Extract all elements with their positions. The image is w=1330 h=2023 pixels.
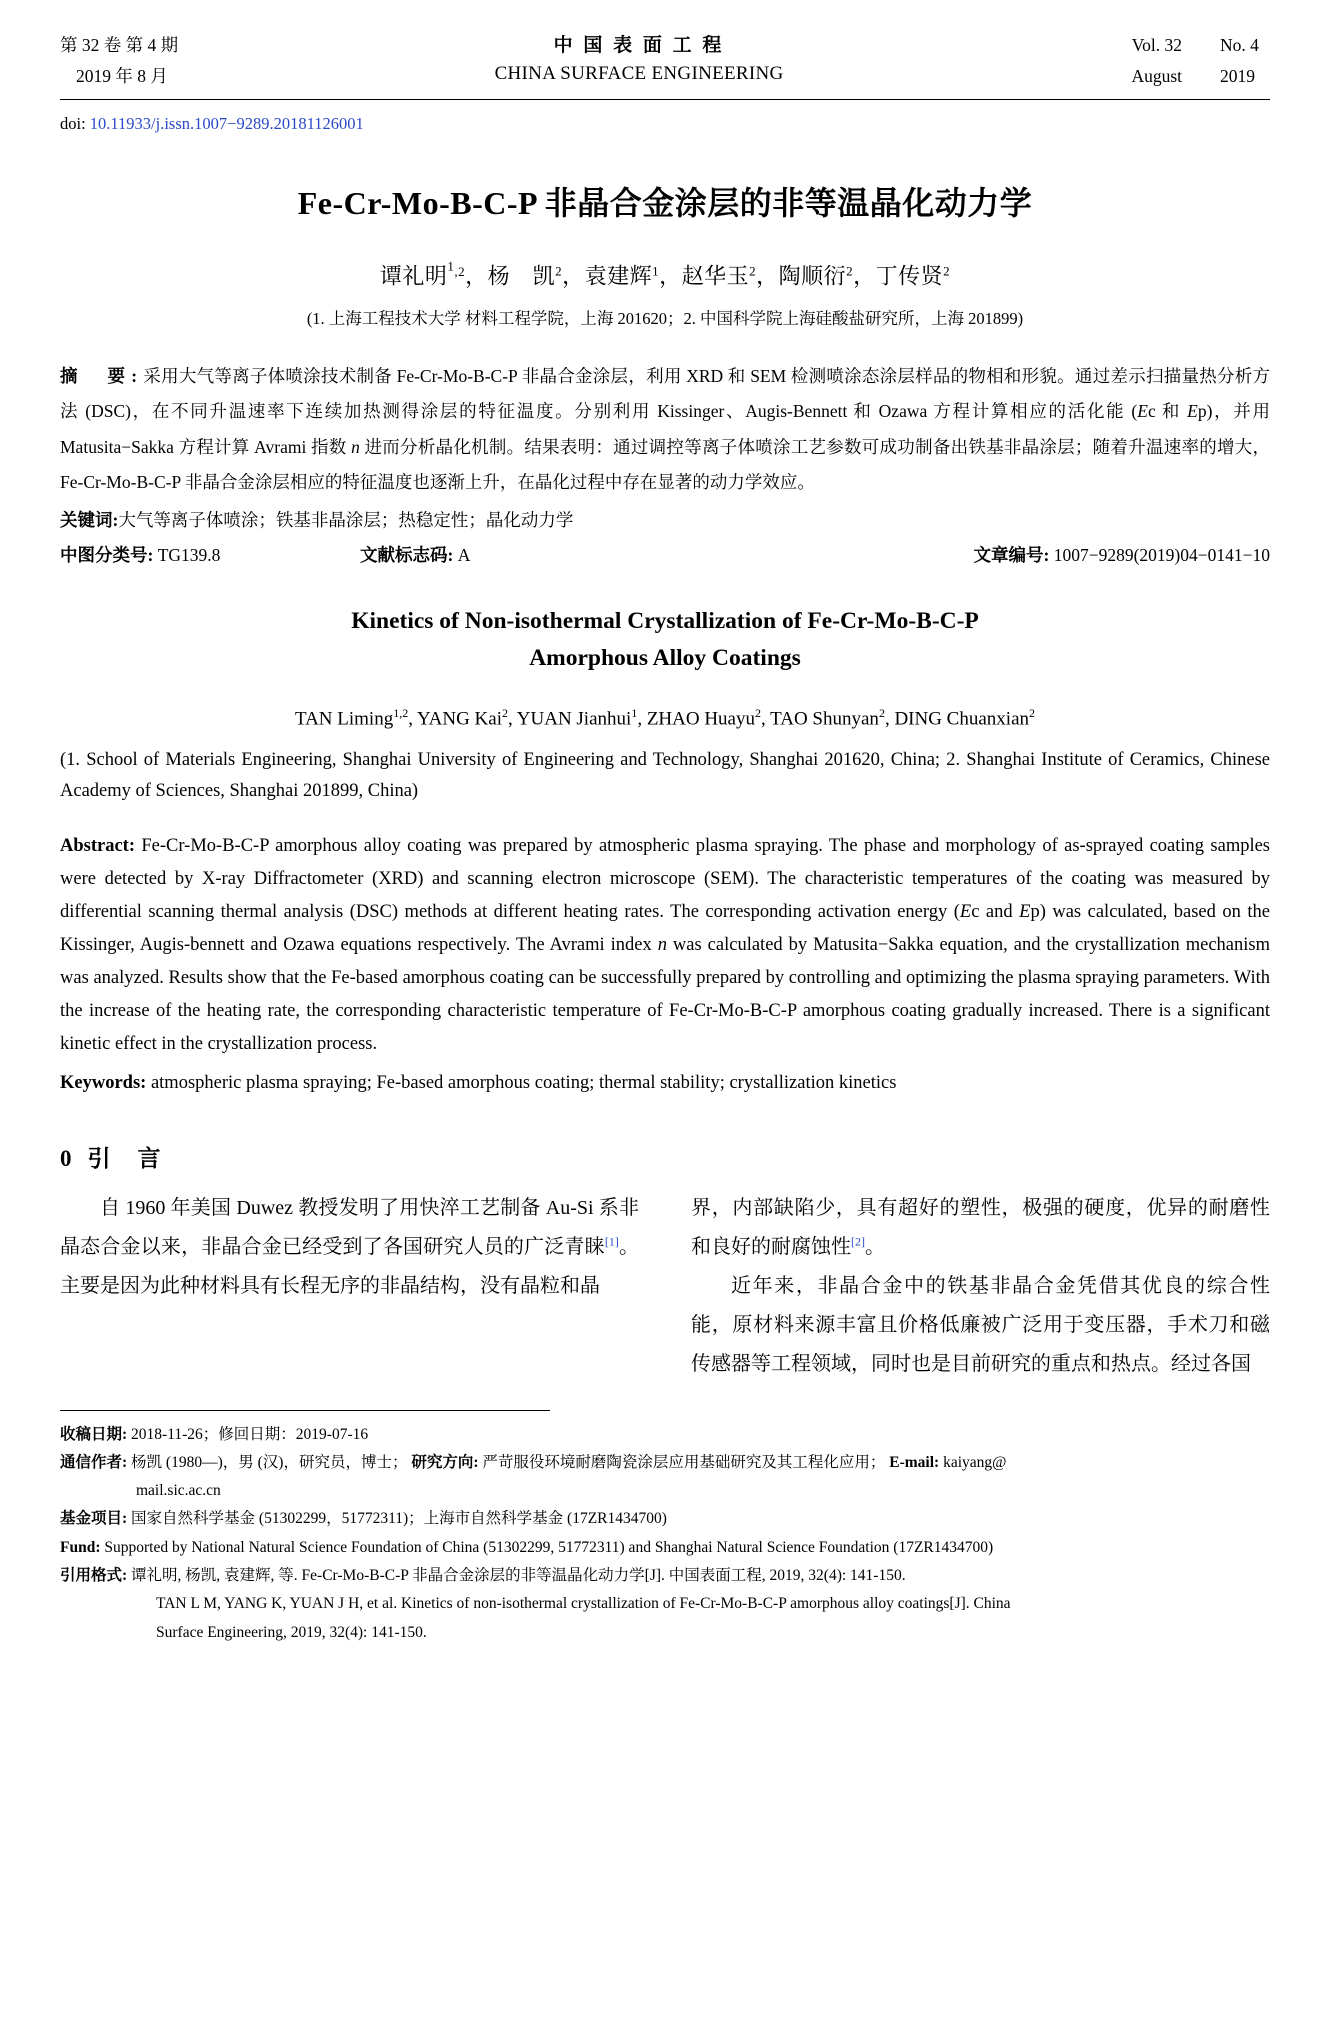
keywords-cn-label: 关键词: xyxy=(60,509,119,530)
received-date-row xyxy=(60,1421,1270,1448)
citation-label: 引用格式: xyxy=(60,1566,128,1584)
article-id-label: 文章编号: xyxy=(973,545,1050,566)
citation-en-row xyxy=(60,1590,1270,1617)
body-column-right xyxy=(691,1189,1270,1384)
running-head-left xyxy=(60,30,178,91)
abstract-en-label: Abstract: xyxy=(60,836,136,857)
fund-cn-row xyxy=(60,1505,1270,1532)
authors-en: TAN Liming$^{1,2}$, YANG Kai$^2$, YUAN Jianhui$^1$, ZHAO Huayu$^2$, TAO Shunyan$^2$, DING Chuanxian$^2$ xyxy=(294,706,1035,730)
corresponding-author-row xyxy=(60,1449,1270,1476)
citation-en-line1: TAN L M, YANG K, YUAN J H, et al. Kinetics of non-isothermal crystallization of Fe-Cr-Mo-B-C-P amorphous alloy coatings[J]. China xyxy=(156,1595,1011,1613)
affiliations-cn: (1. 上海工程技术大学 材料工程学院，上海 201620；2. 中国科学院上海硅酸盐研究所，上海 201899) xyxy=(306,308,1024,328)
paragraph: 界，内部缺陷少，具有超好的塑性，极强的硬度，优异的耐磨性和良好的耐腐蚀性[2]。 xyxy=(691,1196,1270,1258)
date-cn: 2019 年 8 月 xyxy=(76,65,168,86)
volume-issue-cn: 第 32 卷 第 4 期 xyxy=(60,35,179,55)
article-id-field xyxy=(690,542,1270,567)
citation-cn: 谭礼明, 杨凯, 袁建辉, 等. Fe-Cr-Mo-B-C-P 非晶合金涂层的非等温晶化动力学[J]. 中国表面工程, 2019, 32(4): 141-150. xyxy=(131,1566,906,1584)
authors-cn: 谭礼明$^{^1,2}$，杨 凯$^2$，袁建辉$^1$，赵华玉$^2$，陶顺衍$^2$，丁传贤$^2$ xyxy=(379,258,951,289)
abstract-en xyxy=(60,830,1270,1060)
fund-cn-label: 基金项目: xyxy=(60,1510,128,1528)
clc-value: TG139.8 xyxy=(157,545,221,566)
abstract-cn-label: 摘 要: xyxy=(60,365,144,386)
research-field-value: 严苛服役环境耐磨陶瓷涂层应用基础研究及其工程化应用； xyxy=(482,1453,886,1471)
running-head xyxy=(60,30,1270,91)
section-title: 引 言 xyxy=(87,1145,163,1171)
journal-name-cn: 中 国 表 面 工 程 xyxy=(553,35,725,56)
abstract-en-text: Fe-Cr-Mo-B-C-P amorphous alloy coating was prepared by atmospheric plasma spraying. The phase and morphology of as-sprayed coating samples were detected by X-ray Diffractometer (XRD) and scanning electron microscope (SEM). The characteristic temperatures of the coating was measured by differential scanning thermal analysis (DSC) methods at different heating rates. The corresponding activation energy (Ec and Ep) was calculated, based on the Kissinger, Augis-bennett and Ozawa equations respectively. The Avrami index n was calculated by Matusita−Sakka equation, and the crystallization mechanism was analyzed. Results show that the Fe-based amorphous coating can be successfully prepared by controlling and optimizing the plasma spraying parameters. With the increase of the heating rate, the corresponding characteristic temperature of Fe-Cr-Mo-B-C-P amorphous coating gradually increased. There is a significant kinetic effect in the crystallization process. xyxy=(60,836,1271,1054)
email-value-continued-row xyxy=(60,1477,1270,1504)
keywords-cn xyxy=(60,503,1270,539)
doi-line xyxy=(60,114,1270,134)
corresponding-author-value: 杨凯 (1980—)，男 (汉)，研究员，博士； xyxy=(131,1453,408,1471)
classification-row xyxy=(60,542,1270,567)
email-label: E-mail: xyxy=(889,1453,940,1471)
citation-en-line2: Surface Engineering, 2019, 32(4): 141-150. xyxy=(156,1623,427,1641)
keywords-en-text: atmospheric plasma spraying; Fe-based amorphous coating; thermal stability; crystallization kinetics xyxy=(150,1072,897,1093)
email-value-continued: mail.sic.ac.cn xyxy=(136,1482,221,1500)
running-head-right xyxy=(1100,30,1270,91)
page-title-en xyxy=(60,603,1270,676)
body-column-left xyxy=(60,1189,639,1384)
affiliations-en: (1. School of Materials Engineering, Shanghai University of Engineering and Technology, Shanghai 201620, China; 2. Shanghai Institute of Ceramics, Chinese Academy of Sciences, Shanghai 201899, China) xyxy=(60,749,1270,802)
citation-row xyxy=(60,1562,1270,1589)
email-value: kaiyang@ xyxy=(943,1453,1007,1471)
received-date-value: 2018-11-26；修回日期：2019-07-16 xyxy=(131,1425,369,1443)
clc-field xyxy=(60,542,360,567)
clc-label: 中图分类号: xyxy=(60,545,154,566)
fund-en-value: Supported by National Natural Science Foundation of China (51302299, 51772311) and Shanghai Natural Science Foundation (17ZR1434700) xyxy=(104,1538,994,1556)
doc-code-value: A xyxy=(457,545,471,566)
keywords-en-label: Keywords: xyxy=(60,1072,147,1093)
title-en-line2: Amorphous Alloy Coatings xyxy=(529,644,801,671)
section-heading xyxy=(60,1140,1270,1173)
month-en: August xyxy=(1131,65,1182,86)
abstract-cn-text: 采用大气等离子体喷涂技术制备 Fe-Cr-Mo-B-C-P 非晶合金涂层，利用 XRD 和 SEM 检测喷涂态涂层样品的物相和形貌。通过差示扫描量热分析方法 (DSC)，在不同升温速率下连续加热测得涂层的特征温度。分别利用 Kissinger、Augis-Bennett 和 Ozawa 方程计算相应的活化能 (Ec 和 Ep)，并用 Matusita−Sakka 方程计算 Avrami 指数 n 进而分析晶化机制。结果表明：通过调控等离子体喷涂工艺参数可成功制备出铁基非晶涂层；随着升温速率的增大，Fe-Cr-Mo-B-C-P 非晶合金涂层相应的特征温度也逐渐上升，在晶化过程中存在显著的动力学效应。 xyxy=(60,365,1271,493)
journal-name-en: CHINA SURFACE ENGINEERING xyxy=(494,63,784,84)
received-date-label: 收稿日期: xyxy=(60,1425,128,1443)
doi-link[interactable]: 10.11933/j.issn.1007−9289.20181126001 xyxy=(89,114,364,134)
title-en-line1: Kinetics of Non-isothermal Crystallization of Fe-Cr-Mo-B-C-P xyxy=(351,608,979,635)
fund-cn-value: 国家自然科学基金 (51302299，51772311)；上海市自然科学基金 (17ZR1434700) xyxy=(131,1510,667,1528)
footnotes xyxy=(60,1421,1270,1646)
paragraph: 自 1960 年美国 Duwez 教授发明了用快淬工艺制备 Au-Si 系非晶态合金以来，非晶合金已经受到了各国研究人员的广泛青睐[1]。主要是因为此种材料具有长程无序的非晶结构，没有晶粒和晶 xyxy=(60,1196,640,1297)
year-en: 2019 xyxy=(1220,65,1255,86)
doc-code-field xyxy=(360,542,690,567)
article-id-value: 1007−9289(2019)04−0141−10 xyxy=(1053,545,1270,566)
research-field-label: 研究方向: xyxy=(411,1453,479,1471)
keywords-en xyxy=(60,1067,1270,1100)
volume-en: Vol. 32 xyxy=(1131,35,1182,55)
journal-name xyxy=(178,30,1100,85)
issue-en: No. 4 xyxy=(1220,35,1259,55)
section-number: 0 xyxy=(60,1145,74,1171)
paragraph: 近年来，非晶合金中的铁基非晶合金凭借其优良的综合性能，原材料来源丰富且价格低廉被广泛用于变压器，手术刀和磁传感器等工程领域，同时也是目前研究的重点和热点。经过各国 xyxy=(691,1274,1270,1375)
body-columns xyxy=(60,1189,1270,1384)
page-title: Fe-Cr-Mo-B-C-P 非晶合金涂层的非等温晶化动力学 xyxy=(297,185,1033,222)
abstract-cn xyxy=(60,359,1270,501)
footnote-divider xyxy=(60,1410,550,1411)
fund-en-row xyxy=(60,1534,1270,1561)
header-divider xyxy=(60,99,1270,100)
fund-en-label: Fund: xyxy=(60,1538,101,1556)
corresponding-author-label: 通信作者: xyxy=(60,1453,128,1471)
citation-en-row-2 xyxy=(60,1619,1270,1646)
doi-label: doi: xyxy=(60,114,86,134)
keywords-cn-text: 大气等离子体喷涂；铁基非晶涂层；热稳定性；晶化动力学 xyxy=(118,509,574,530)
doc-code-label: 文献标志码: xyxy=(360,545,454,566)
